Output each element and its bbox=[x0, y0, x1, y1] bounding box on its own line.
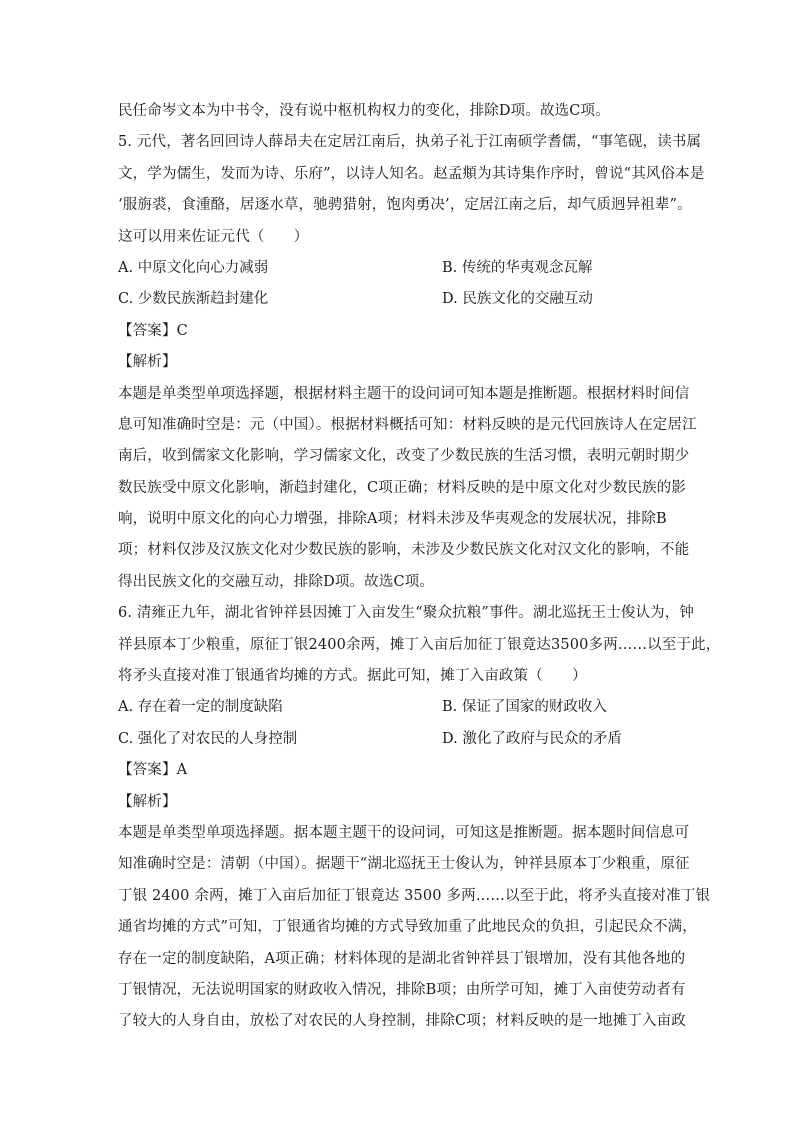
q5-stem-line: 这可以用来佐证元代（ ） bbox=[118, 228, 309, 245]
q5-analysis-line: 响，说明中原文化的向心力增强，排除A项；材料未涉及华夷观念的发展状况，排除B bbox=[118, 511, 667, 528]
q6-analysis-line: 通省均摊的方式”可知，丁银通省均摊的方式导致加重了此地民众的负担，引起民众不满， bbox=[118, 919, 697, 936]
q5-option-a: A. 中原文化向心力减弱 bbox=[118, 259, 269, 276]
q5-options-row-1 bbox=[118, 253, 678, 284]
q6-analysis-line: 知准确时空是：清朝（中国）。据题干“湖北巡抚王士俊认为，钟祥县原本丁少粮重，原征 bbox=[118, 856, 690, 873]
q5-answer: 【答案】C bbox=[118, 322, 188, 339]
q5-analysis-line: 息可知准确时空是：元（中国）。根据材料概括可知：材料反映的是元代回族诗人在定居江 bbox=[118, 416, 697, 433]
q6-analysis-line: 了较大的人身自由，放松了对农民的人身控制，排除C项；材料反映的是一地摊丁入亩政 bbox=[118, 1013, 686, 1030]
q6-answer: 【答案】A bbox=[118, 762, 188, 779]
q5-analysis-line: 数民族受中原文化影响，渐趋封建化，C项正确；材料反映的是中原文化对少数民族的影 bbox=[118, 479, 686, 496]
q6-options-row-2 bbox=[118, 724, 678, 755]
q6-analysis-label: 【解析】 bbox=[118, 793, 177, 810]
q5-analysis-line: 项；材料仅涉及汉族文化对少数民族的影响，未涉及少数民族文化对汉文化的影响，不能 bbox=[118, 542, 690, 559]
q6-analysis-line: 丁银 2400 余两，摊丁入亩后加征丁银竟达 3500 多两……以至于此，将矛头直接对准丁银 bbox=[118, 887, 711, 904]
q6-options-row-1 bbox=[118, 692, 678, 723]
q6-option-c: C. 强化了对农民的人身控制 bbox=[118, 730, 298, 747]
q6-option-a: A. 存在着一定的制度缺陷 bbox=[118, 699, 283, 716]
q6-analysis-line: 本题是单类型单项选择题。据本题主题干的设问词，可知这是推断题。据本题时间信息可 bbox=[118, 824, 690, 841]
q5-option-c: C. 少数民族渐趋封建化 bbox=[118, 291, 269, 308]
prev-analysis-line: 民任命岑文本为中书令，没有说中枢机构权力的变化，排除D项。故选C项。 bbox=[118, 103, 610, 119]
q5-analysis-line: 本题是单类型单项选择题，根据材料主题干的设问词可知本题是推断题。根据材料时间信 bbox=[118, 385, 690, 402]
q5-stem-line: 5. 元代，著名回回诗人薛昂夫在定居江南后，执弟子礼于江南硕学耆儒，“事笔砚，读书属 bbox=[118, 134, 702, 151]
q5-option-b: B. 传统的华夷观念瓦解 bbox=[442, 259, 593, 276]
q6-analysis-line: 丁银情况，无法说明国家的财政收入情况，排除B项；由所学可知，摊丁入亩使劳动者有 bbox=[118, 981, 686, 998]
q6-stem-line: 将矛头直接对准丁银通省均摊的方式。据此可知，摊丁入亩政策（ ） bbox=[118, 668, 587, 685]
q6-analysis-line: 存在一定的制度缺陷，A项正确；材料体现的是湖北省钟祥县丁银增加，没有其他各地的 bbox=[118, 950, 686, 967]
q5-analysis-line: 南后，收到儒家文化影响，学习儒家文化，改变了少数民族的生活习惯，表明元朝时期少 bbox=[118, 448, 690, 465]
q5-stem-line: ‘服旃裘，食湩酪，居逐水草，驰骋猎射，饱肉勇决’，定居江南之后，却气质迥异祖辈”。 bbox=[118, 197, 692, 214]
q5-analysis-label: 【解析】 bbox=[118, 354, 177, 371]
q6-option-b: B. 保证了国家的财政收入 bbox=[442, 699, 607, 716]
question-5 bbox=[118, 127, 705, 598]
q6-option-d: D. 激化了政府与民众的矛盾 bbox=[442, 730, 622, 747]
q5-analysis-line: 得出民族文化的交融互动，排除D项。故选C项。 bbox=[118, 573, 435, 590]
q5-option-d: D. 民族文化的交融互动 bbox=[442, 291, 593, 308]
question-6 bbox=[118, 598, 721, 1037]
q5-options-row-2 bbox=[118, 284, 678, 315]
document-page bbox=[118, 96, 721, 1038]
q5-stem-line: 文，学为儒生，发而为诗、乐府”，以诗人知名。赵孟頫为其诗集作序时，曾说“其风俗本是 bbox=[118, 165, 705, 182]
q6-stem-line: 祥县原本丁少粮重，原征丁银2400余两，摊丁入亩后加征丁银竟达3500多两……以至于此， bbox=[118, 636, 721, 653]
q6-stem-line: 6. 清雍正九年，湖北省钟祥县因摊丁入亩发生“聚众抗粮”事件。湖北巡抚王士俊认为，钟 bbox=[118, 605, 695, 622]
